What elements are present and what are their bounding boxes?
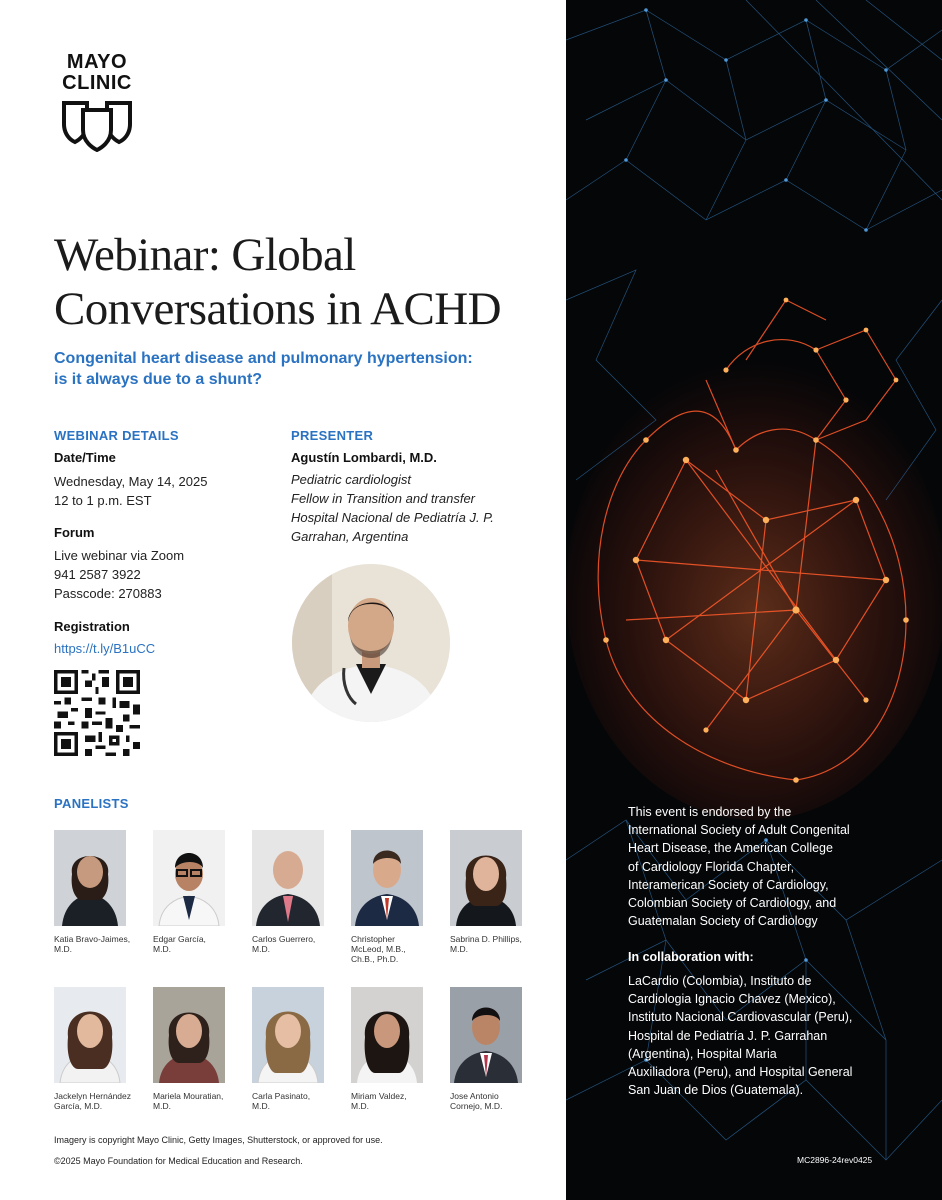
panelist-photo: [351, 987, 423, 1083]
panelist-name: Sabrina D. Phillips, M.D.: [450, 934, 522, 954]
shields-icon: [61, 100, 133, 152]
presenter-title: [291, 470, 551, 546]
date-text: Wednesday, May 14, 2025: [54, 474, 208, 489]
endorsement-text: This event is endorsed by the International Society of Adult Congenital Heart Disease, the American College of Cardiology Florida Chapter, Interamerican Society of Cardiology, Colombian Society of Cardiology, and Guatemalan Society of Cardiology: [628, 805, 850, 929]
panelist-card: [252, 830, 352, 954]
subtitle-line-2: is it always due to a shunt?: [54, 371, 263, 388]
webinar-details-heading: WEBINAR DETAILS: [54, 428, 179, 443]
title-line-1: Webinar: Global: [54, 229, 356, 281]
presenter-name: Agustín Lombardi, M.D.: [291, 450, 437, 465]
panelist-name: Edgar García, M.D.: [153, 934, 206, 954]
panelists-heading: PANELISTS: [54, 796, 129, 811]
panelist-card: [252, 987, 352, 1111]
panelist-name: Miriam Valdez, M.D.: [351, 1091, 407, 1111]
panelist-photo: [54, 830, 126, 926]
time-text: 12 to 1 p.m. EST: [54, 493, 152, 508]
panelist-photo: [153, 987, 225, 1083]
collaboration-heading: In collaboration with:: [628, 950, 754, 964]
registration-label: Registration: [54, 619, 130, 634]
panelist-name: Katia Bravo-Jaimes, M.D.: [54, 934, 131, 954]
forum-line-1: Live webinar via Zoom: [54, 548, 185, 563]
passcode: Passcode: 270883: [54, 586, 162, 601]
panelist-card: [54, 987, 154, 1111]
presenter-role-1: Pediatric cardiologist: [291, 472, 411, 487]
presenter-heading: PRESENTER: [291, 428, 374, 443]
panelist-card: [351, 830, 451, 964]
subtitle-line-1: Congenital heart disease and pulmonary hypertension:: [54, 350, 473, 367]
presenter-role-2: Fellow in Transition and transfer: [291, 491, 476, 506]
imagery-credit: Imagery is copyright Mayo Clinic, Getty Images, Shutterstock, or approved for use.: [54, 1135, 383, 1145]
page-title: [54, 228, 554, 336]
presenter-role-3: Hospital Nacional de Pediatría J. P.: [291, 510, 494, 525]
copyright-notice: ©2025 Mayo Foundation for Medical Education and Research.: [54, 1156, 303, 1166]
panelist-name: Mariela Mouratian, M.D.: [153, 1091, 224, 1111]
date-time-value: [54, 472, 207, 510]
collaboration-text: LaCardio (Colombia), Instituto de Cardiologia Ignacio Chavez (Mexico), Instituto Nacional Cardiovascular (Peru), Hospital de Pediatría J. P. Garrahan (Argentina), Hospital Maria Auxiliadora (Peru), and Hospital General San Juan de Dios (Guatemala).: [628, 974, 853, 1098]
panelist-name: Jose Antonio Cornejo, M.D.: [450, 1091, 503, 1111]
panelist-photo: [153, 830, 225, 926]
page-subtitle: [54, 348, 534, 390]
panelist-photo: [351, 830, 423, 926]
panelist-card: [351, 987, 451, 1111]
panelist-photo: [252, 830, 324, 926]
forum-value: [54, 546, 184, 603]
panelist-card: [54, 830, 154, 954]
presenter-photo: [292, 564, 450, 722]
panelist-name: Jackelyn Hernández García, M.D.: [54, 1091, 132, 1111]
panelist-photo: [252, 987, 324, 1083]
panelist-name: Christopher McLeod, M.B., Ch.B., Ph.D.: [351, 934, 406, 964]
document-code: MC2896-24rev0425: [797, 1155, 873, 1165]
panelist-name: Carla Pasinato, M.D.: [252, 1091, 311, 1111]
panelist-card: [153, 987, 253, 1111]
logo-line-1: MAYO: [66, 51, 128, 73]
panelist-card: [153, 830, 253, 954]
panelist-card: [450, 830, 550, 954]
panelist-photo: [54, 987, 126, 1083]
forum-label: Forum: [54, 525, 95, 540]
title-line-2: Conversations in ACHD: [54, 283, 501, 335]
mayo-clinic-logo: [54, 52, 140, 152]
qr-code[interactable]: [54, 670, 140, 756]
zoom-id: 941 2587 3922: [54, 567, 141, 582]
date-time-label: Date/Time: [54, 450, 116, 465]
registration-link[interactable]: https://t.ly/B1uCC: [54, 641, 156, 656]
panelist-photo: [450, 830, 522, 926]
panelist-photo: [450, 987, 522, 1083]
panelist-card: [450, 987, 550, 1111]
presenter-role-4: Garrahan, Argentina: [291, 529, 409, 544]
panelist-name: Carlos Guerrero, M.D.: [252, 934, 316, 954]
logo-line-2: CLINIC: [62, 72, 132, 94]
